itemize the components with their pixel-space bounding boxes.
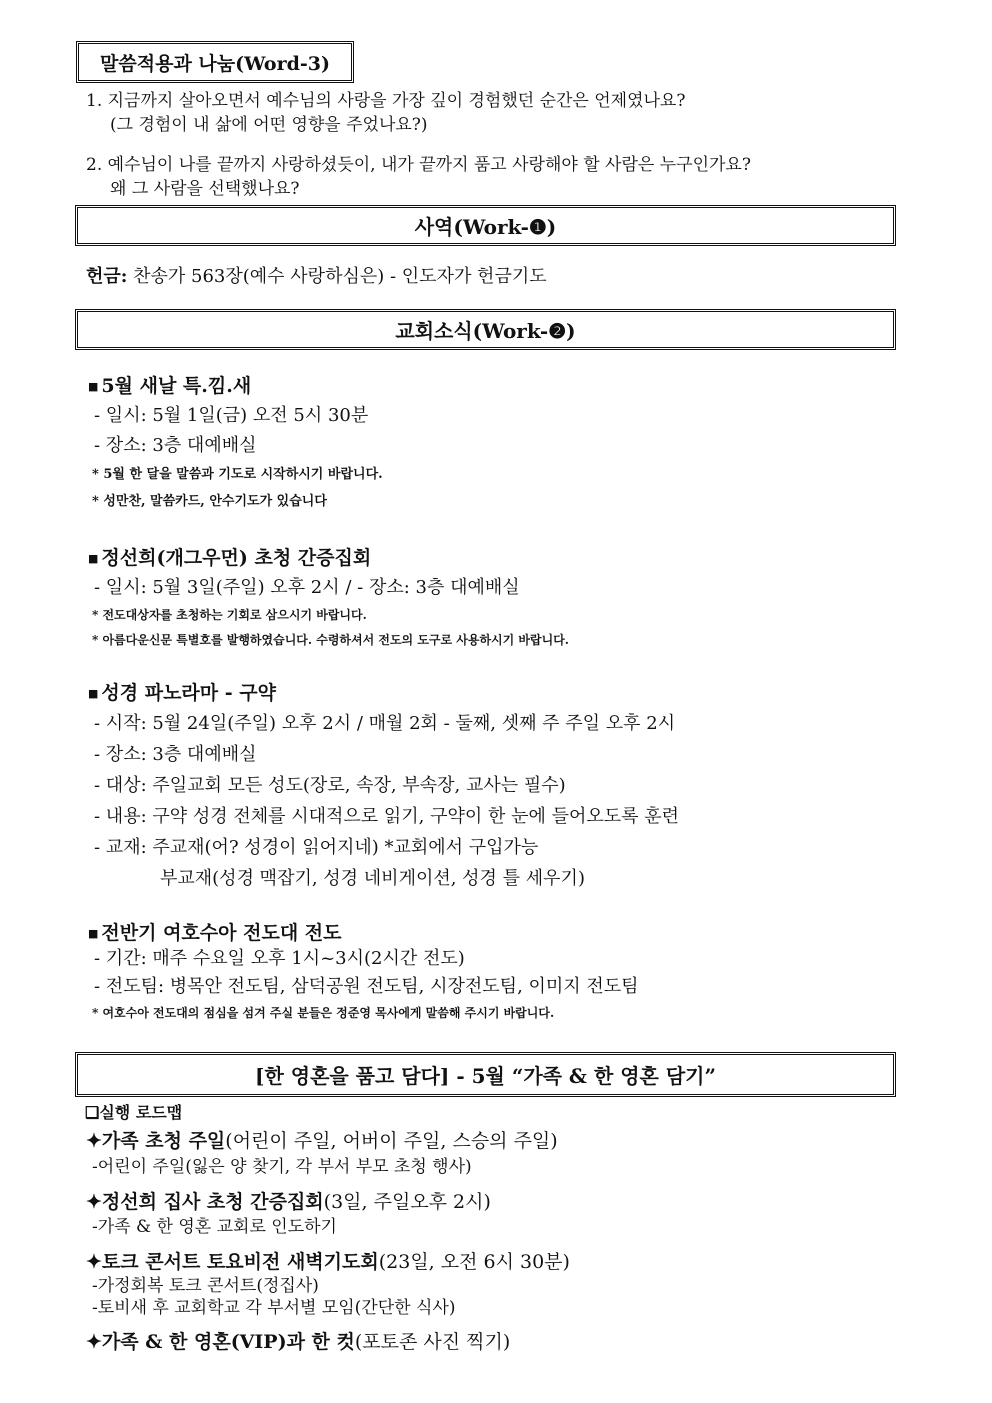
news-title: ■ 성경 파노라마 - 구약 [88,682,276,704]
news-line: - 일시: 5월 3일(주일) 오후 2시 / - 장소: 3층 대예배실 [94,577,520,598]
vip-section-title: [한 영혼을 품고 담다] - 5월 “가족 & 한 영혼 담기” [75,1052,896,1097]
roadmap-label: ❑실행 로드맵 [85,1103,183,1122]
news-line: - 기간: 매주 수요일 오후 1시~3시(2시간 전도) [94,948,465,969]
news-note: * 아름다운신문 특별호를 발행하였습니다. 수령하셔서 전도의 도구로 사용하시기 바랍니다. [92,633,569,647]
bullet-square-icon: ■ [88,687,99,700]
work2-section-title: 교회소식(Work-❷) [75,309,896,350]
news-line: - 대상: 주일교회 모든 성도(장로, 속장, 부속장, 교사는 필수) [94,775,566,796]
news-note: * 여호수아 전도대의 점심을 섬겨 주실 분들은 정준영 목사에게 말씀해 주시기 바랍니다. [92,1006,555,1020]
offering-label: 헌금: [86,266,128,287]
news-line: - 전도팀: 병목안 전도팀, 삼덕공원 전도팀, 시장전도팀, 이미지 전도팀 [94,976,639,997]
roadmap-item: ✦가족 & 한 영혼(VIP)과 한 컷(포토존 사진 찍기) [86,1331,511,1353]
news-line: 부교재(성경 맥잡기, 성경 네비게이션, 성경 틀 세우기) [160,868,585,889]
word-section-title: 말씀적용과 나눔(Word-3) [76,41,354,83]
bullet-square-icon: ■ [88,552,99,565]
roadmap-item: ✦토크 콘서트 토요비전 새벽기도회(23일, 오전 6시 30분) [86,1251,570,1273]
roadmap-subitem: -토비새 후 교회학교 각 부서별 모임(간단한 식사) [92,1298,456,1318]
news-title: ■ 전반기 여호수아 전도대 전도 [88,922,342,944]
offering-line [86,262,547,292]
question-2-text: 2. 예수님이 나를 끝까지 사랑하셨듯이, 내가 끝까지 품고 사랑해야 할 사람은 누구인가요? [86,155,751,175]
bullet-square-icon: ■ [88,380,99,393]
roadmap-item: ✦가족 초청 주일(어린이 주일, 어버이 주일, 스승의 주일) [86,1130,558,1152]
news-line: - 일시: 5월 1일(금) 오전 5시 30분 [94,405,369,426]
news-line: - 시작: 5월 24일(주일) 오후 2시 / 매월 2회 - 둘째, 셋째 주 주일 오후 2시 [94,713,676,734]
offering-text: 찬송가 563장(예수 사랑하심은) - 인도자가 헌금기도 [127,266,547,287]
news-title: ■ 5월 새날 특.낌.새 [88,375,252,397]
news-note: * 전도대상자를 초청하는 기회로 삼으시기 바랍니다. [92,608,367,622]
question-2 [86,153,751,201]
news-line: - 교재: 주교재(어? 성경이 읽어지네) *교회에서 구입가능 [94,837,539,858]
question-1 [86,89,685,137]
news-line: - 장소: 3층 대예배실 [94,435,257,456]
news-note: * 5월 한 달을 말씀과 기도로 시작하시기 바랍니다. [92,467,383,482]
question-2-subtext: 왜 그 사람을 선택했나요? [110,179,300,199]
news-note: * 성만찬, 말씀카드, 안수기도가 있습니다 [92,494,327,509]
work1-section-title: 사역(Work-❶) [75,205,896,246]
news-title: ■ 정선희(개그우먼) 초청 간증집회 [88,547,372,569]
news-line: - 장소: 3층 대예배실 [94,744,257,765]
bullet-square-icon: ■ [88,927,99,940]
roadmap-item: ✦정선희 집사 초청 간증집회(3일, 주일오후 2시) [86,1191,491,1213]
question-1-subtext: (그 경험이 내 삶에 어떤 영향을 주었나요?) [110,115,428,135]
roadmap-subitem: -가족 & 한 영혼 교회로 인도하기 [92,1217,337,1237]
roadmap-subitem: -가정회복 토크 콘서트(정집사) [92,1276,319,1296]
question-1-text: 1. 지금까지 살아오면서 예수님의 사랑을 가장 깊이 경험했던 순간은 언제였나요? [86,91,686,111]
roadmap-subitem: -어린이 주일(잃은 양 찾기, 각 부서 부모 초청 행사) [92,1157,472,1177]
news-line: - 내용: 구약 성경 전체를 시대적으로 읽기, 구약이 한 눈에 들어오도록 훈련 [94,806,680,827]
